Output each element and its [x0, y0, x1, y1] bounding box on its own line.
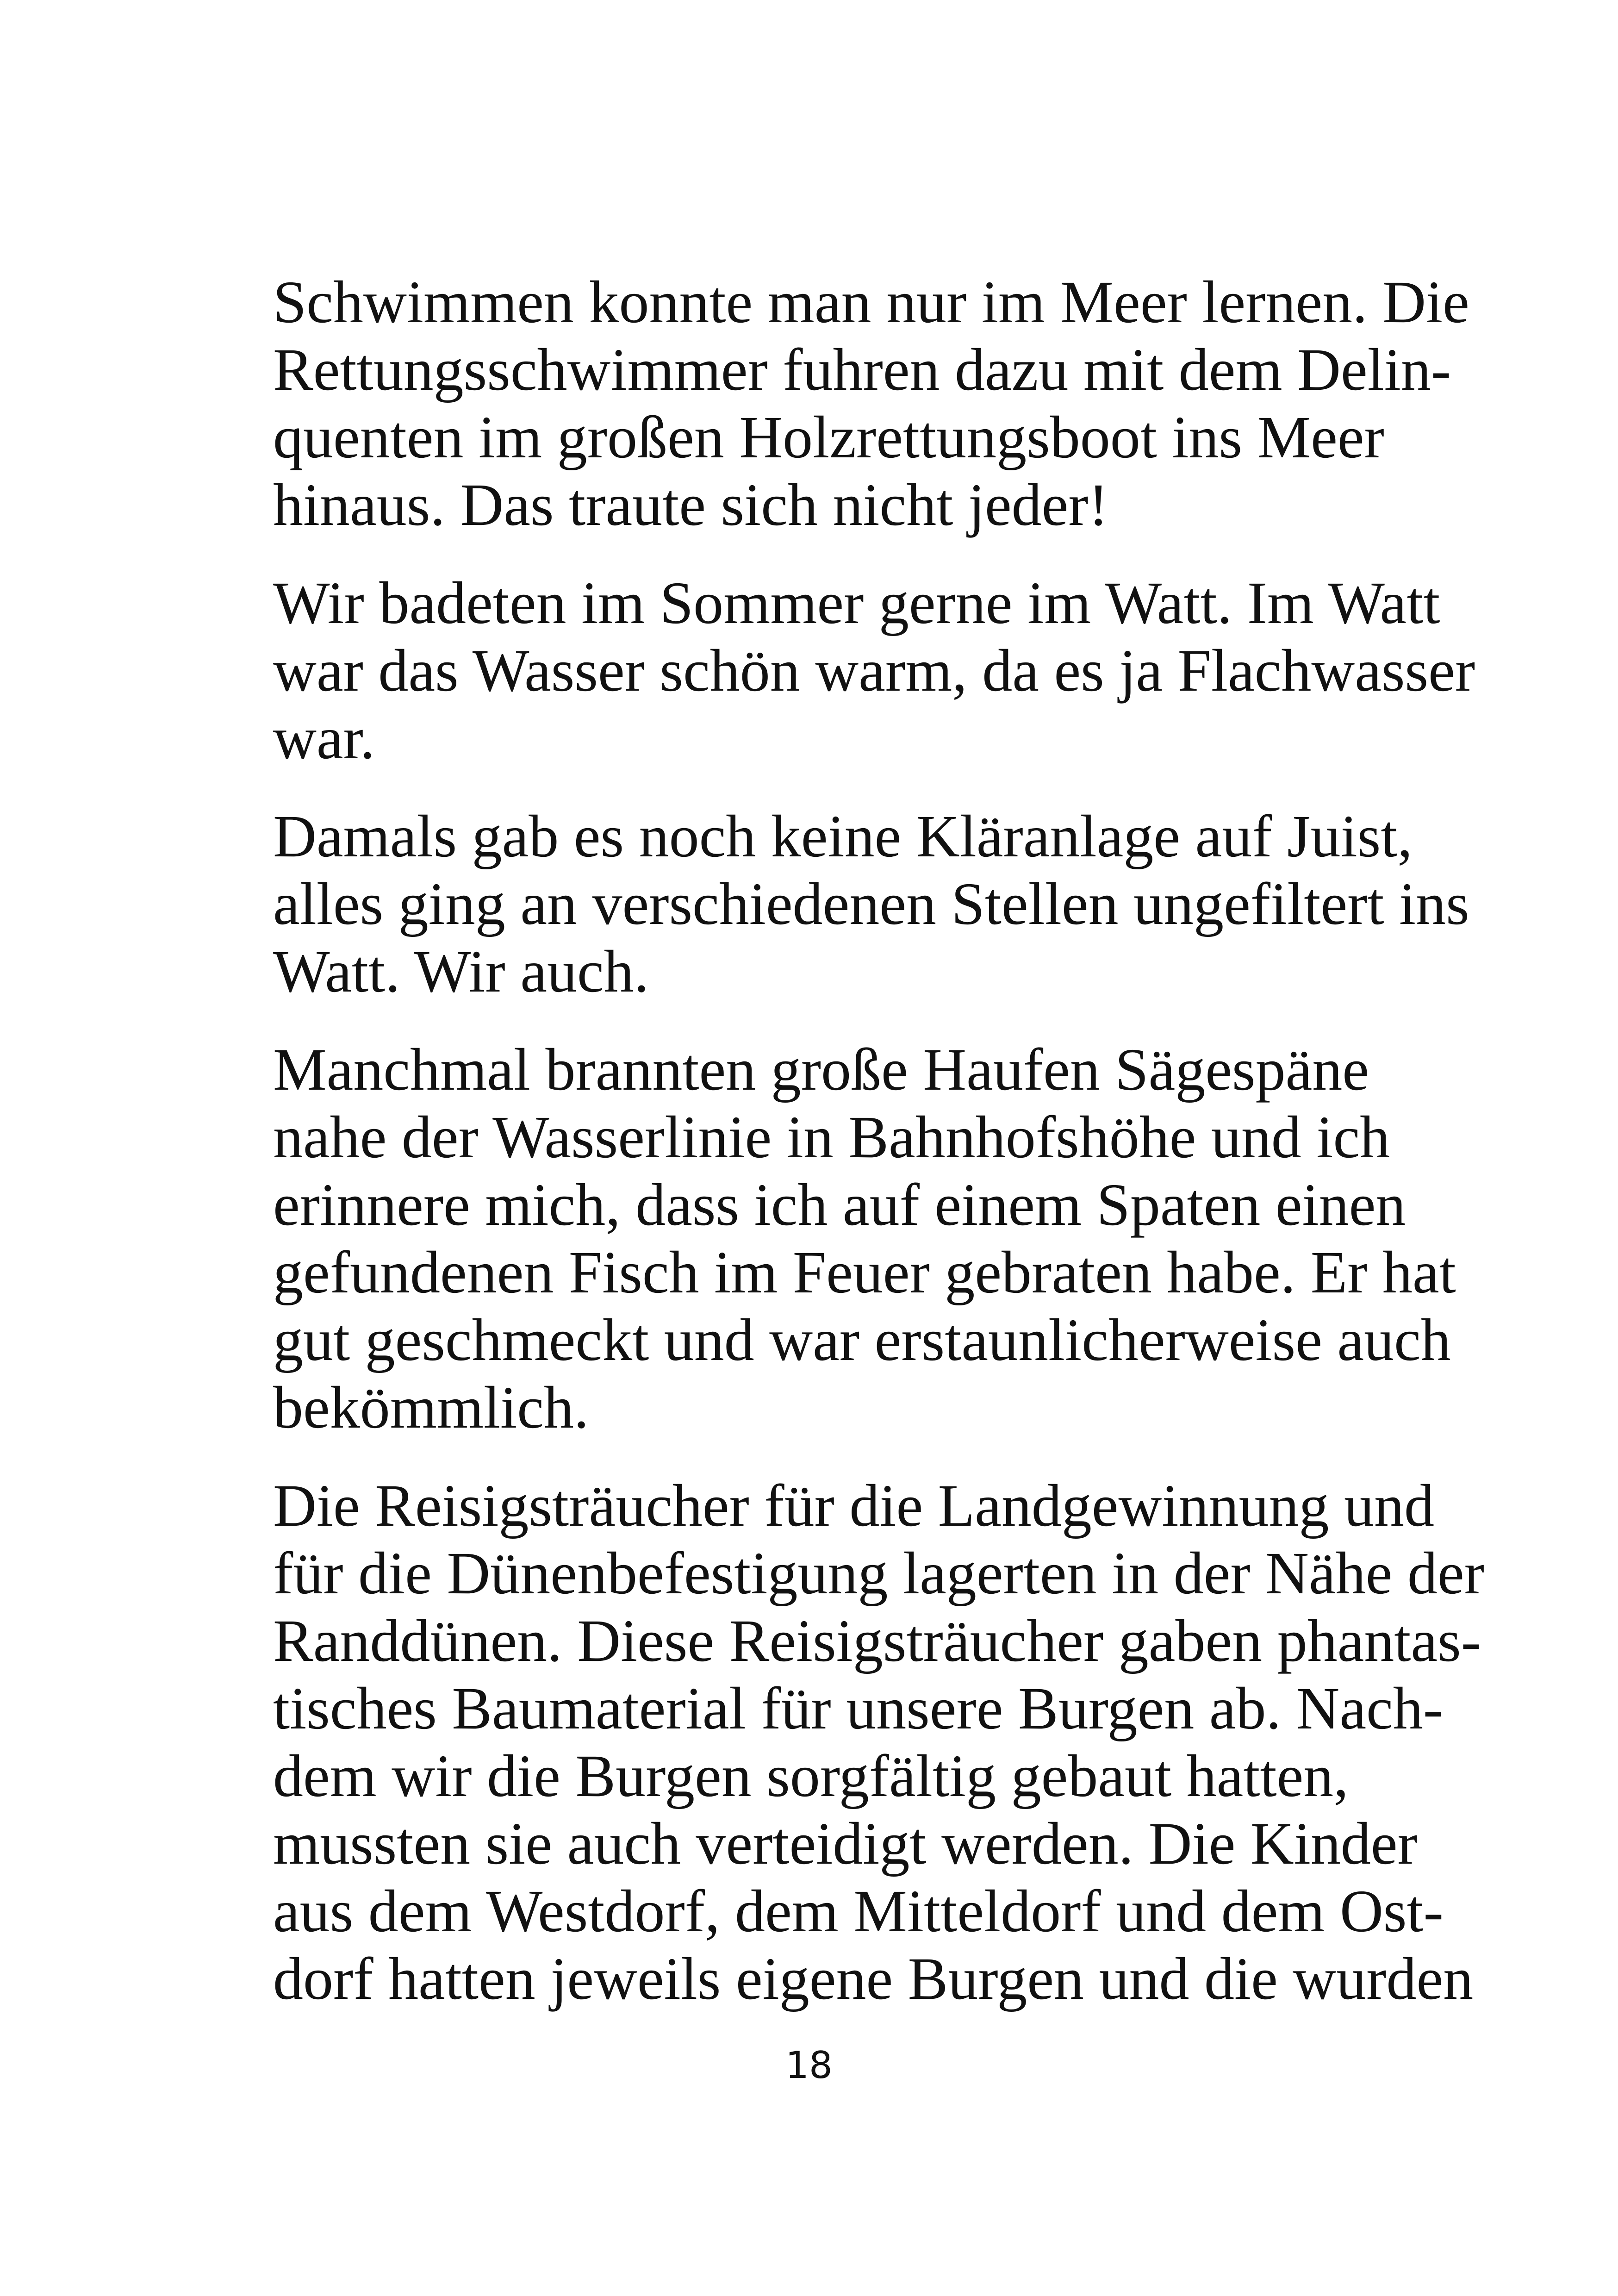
text-line: Watt. Wir auch.	[273, 938, 649, 1005]
page-number: 18	[785, 2044, 833, 2087]
text-line: gut geschmeckt und war erstaunlicherweise auch	[273, 1307, 1451, 1373]
text-line: war.	[273, 705, 375, 772]
text-line: Die Reisigsträucher für die Landgewinnung und	[273, 1472, 1435, 1539]
paragraph	[273, 803, 1469, 1005]
text-line: Damals gab es noch keine Kläranlage auf Juist,	[273, 803, 1413, 870]
paragraph	[273, 268, 1469, 539]
text-line: gefundenen Fisch im Feuer gebraten habe. Er hat	[273, 1239, 1456, 1306]
text-line: Rettungsschwimmer fuhren dazu mit dem Delin-	[273, 337, 1451, 403]
paragraph	[273, 569, 1475, 772]
text-line: tisches Baumaterial für unsere Burgen ab. Nach-	[273, 1675, 1444, 1742]
text-line: mussten sie auch verteidigt werden. Die Kinder	[273, 1810, 1418, 1877]
text-line: dorf hatten jeweils eigene Burgen und die wurden	[273, 1946, 1474, 2012]
text-line: Manchmal brannten große Haufen Sägespäne	[273, 1036, 1369, 1103]
paragraph	[273, 1472, 1485, 2013]
text-line: nahe der Wasserlinie in Bahnhofshöhe und ich	[273, 1104, 1390, 1171]
text-line: aus dem Westdorf, dem Mitteldorf und dem Ost-	[273, 1878, 1444, 1945]
text-line: Wir badeten im Sommer gerne im Watt. Im Watt	[273, 570, 1440, 636]
text-line: war das Wasser schön warm, da es ja Flachwasser	[273, 637, 1475, 704]
text-line: dem wir die Burgen sorgfältig gebaut hatten,	[273, 1743, 1349, 1809]
text-line: hinaus. Das traute sich nicht jeder!	[273, 472, 1108, 538]
text-line: erinnere mich, dass ich auf einem Spaten einen	[273, 1172, 1406, 1238]
text-line: Randdünen. Diese Reisigsträucher gaben phantas-	[273, 1608, 1481, 1674]
text-line: Schwimmen konnte man nur im Meer lernen. Die	[273, 269, 1469, 336]
text-line: quenten im großen Holzrettungsboot ins Meer	[273, 404, 1384, 471]
text-line: für die Dünenbefestigung lagerten in der Nähe der	[273, 1540, 1485, 1607]
text-line: bekömmlich.	[273, 1374, 589, 1441]
body-text	[273, 268, 1485, 2043]
text-line: alles ging an verschiedenen Stellen ungefiltert ins	[273, 871, 1469, 937]
paragraph	[273, 1036, 1456, 1441]
